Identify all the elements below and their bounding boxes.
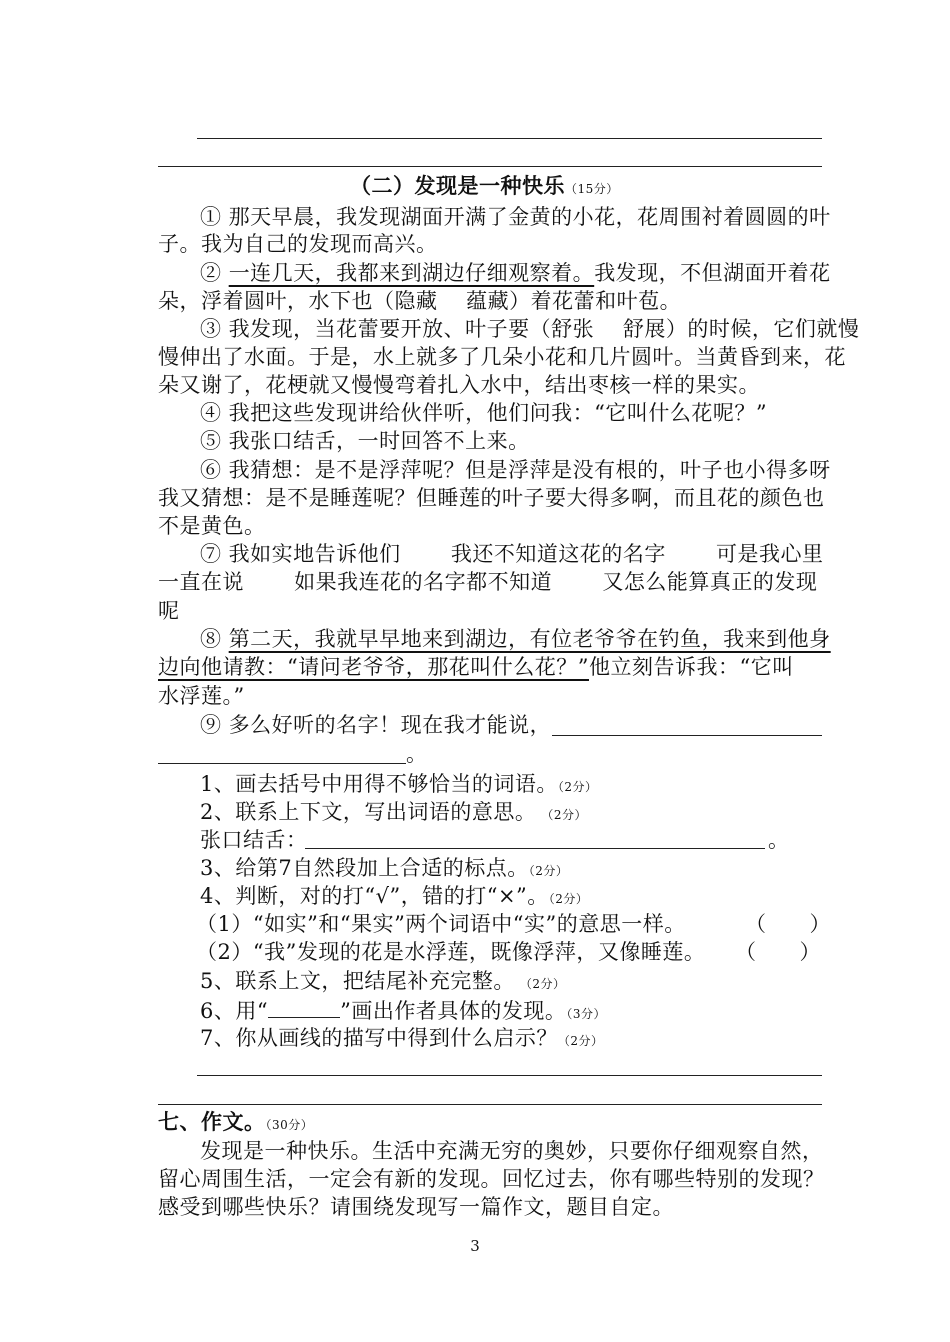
question-4-item-1-paren[interactable]: （ ） bbox=[745, 912, 831, 936]
question-6-score: （3分） bbox=[566, 1007, 606, 1021]
answer-line bbox=[197, 138, 822, 139]
ending-blank-line-2[interactable] bbox=[158, 763, 406, 764]
composition-line-1: 发现是一种快乐。生活中充满无穷的奥妙，只要你仔细观察自然， bbox=[200, 1139, 824, 1163]
paragraph-5: ⑤ 我张口结舌，一时回答不上来。 bbox=[200, 429, 530, 453]
question-2-end: 。 bbox=[768, 828, 790, 852]
underlined-passage-1: 第二天，我就早早地来到湖边，有位老爷爷在钓鱼，我来到他身 bbox=[228, 627, 831, 651]
paragraph-6-line-3: 不是黄色。 bbox=[158, 514, 266, 538]
paragraph-3-line-3: 朵又谢了，花梗就又慢慢弯着扎入水中，结出枣核一样的果实。 bbox=[158, 373, 760, 397]
paragraph-9-end: 。 bbox=[406, 742, 428, 766]
question-7-score: （2分） bbox=[557, 1034, 604, 1048]
question-3-text: 3、给第7自然段加上合适的标点。 bbox=[200, 856, 529, 880]
paragraph-1-line-1: ① 那天早晨，我发现湖面开满了金黄的小花，花周围衬着圆圆的叶 bbox=[200, 205, 831, 229]
composition-line-3: 感受到哪些快乐？请围绕发现写一篇作文，题目自定。 bbox=[158, 1195, 674, 1219]
underlined-passage-2: 边向他请教：“请问老爷爷，那花叫什么花？” bbox=[158, 655, 589, 679]
question-7-text: 7、你从画线的描写中得到什么启示？ bbox=[200, 1026, 558, 1050]
paragraph-2-rest: 我发现，不但湖面开着花 bbox=[594, 261, 831, 285]
question-5 bbox=[200, 967, 566, 998]
section-title-text: （二）发现是一种快乐 bbox=[350, 173, 565, 198]
paragraph-8-number: ⑧ bbox=[200, 627, 229, 651]
question-3-score: （2分） bbox=[528, 864, 569, 878]
question-2-text: 2、联系上下文，写出词语的意思。 bbox=[200, 800, 526, 824]
question-5-score: （2分） bbox=[525, 977, 566, 991]
paragraph-2-number: ② bbox=[200, 261, 229, 285]
paragraph-6-line-1: ⑥ 我猜想：是不是浮萍呢？但是浮萍是没有根的，叶子也小得多呀 bbox=[200, 458, 831, 482]
question-4-item-1: （1）“如实”和“果实”两个词语中“实”的意思一样。 bbox=[196, 912, 686, 936]
question-3 bbox=[200, 854, 568, 885]
question-1 bbox=[200, 770, 598, 801]
question-4 bbox=[200, 882, 588, 913]
section-score: （15分） bbox=[565, 182, 619, 196]
paragraph-4: ④ 我把这些发现讲给伙伴听，他们问我：“它叫什么花呢？” bbox=[200, 401, 768, 425]
paragraph-8-line-3: 水浮莲。” bbox=[158, 684, 245, 708]
question-2-term: 张口结舌： bbox=[200, 828, 308, 852]
section-divider-2 bbox=[158, 1104, 822, 1105]
underline-sample bbox=[268, 995, 340, 1018]
paragraph-3-line-1: ③ 我发现，当花蕾要开放、叶子要（舒张 舒展）的时候，它们就慢 bbox=[200, 317, 860, 341]
question-7-answer-line[interactable] bbox=[197, 1075, 822, 1076]
page-number: 3 bbox=[470, 1237, 480, 1255]
question-1-text: 1、画去括号中用得不够恰当的词语。 bbox=[200, 772, 558, 796]
paragraph-7-line-3: 呢 bbox=[158, 599, 180, 623]
question-4-item-2-paren[interactable]: （ ） bbox=[735, 940, 821, 964]
paragraph-9: ⑨ 多么好听的名字！现在我才能说， bbox=[200, 713, 552, 737]
paragraph-8-line-1 bbox=[200, 625, 831, 653]
paragraph-2-line-1 bbox=[200, 259, 831, 287]
paragraph-3-line-2: 慢伸出了水面。于是，水上就多了几朵小花和几片圆叶。当黄昏到来，花 bbox=[158, 345, 846, 369]
paragraph-7-line-1: ⑦ 我如实地告诉他们 我还不知道这花的名字 可是我心里 bbox=[200, 542, 824, 566]
section-title bbox=[350, 172, 619, 203]
section-divider bbox=[158, 166, 822, 167]
ending-blank-line-1[interactable] bbox=[552, 735, 822, 736]
question-6-suffix: ”画出作者具体的发现。 bbox=[340, 999, 567, 1023]
paragraph-1-line-2: 子。我为自己的发现而高兴。 bbox=[158, 232, 438, 256]
underlined-sentence: 一连几天，我都来到湖边仔细观察着。 bbox=[228, 261, 595, 285]
question-2 bbox=[200, 798, 587, 829]
question-2-blank[interactable] bbox=[305, 848, 765, 849]
paragraph-7-line-2: 一直在说 如果我连花的名字都不知道 又怎么能算真正的发现 bbox=[158, 570, 818, 594]
question-2-score: （2分） bbox=[547, 808, 588, 822]
composition-line-2: 留心周围生活，一定会有新的发现。回忆过去，你有哪些特别的发现？ bbox=[158, 1167, 825, 1191]
composition-score: （30分） bbox=[265, 1118, 314, 1132]
paragraph-2-line-2: 朵，浮着圆叶，水下也（隐藏 蕴藏）着花蕾和叶苞。 bbox=[158, 289, 682, 313]
question-4-item-2: （2）“我”发现的花是水浮莲，既像浮萍，又像睡莲。 bbox=[196, 940, 706, 964]
paragraph-8-rest: 他立刻告诉我：“它叫 bbox=[588, 655, 794, 679]
paragraph-8-line-2 bbox=[158, 653, 794, 681]
question-4-text: 4、判断，对的打“√”，错的打“×”。 bbox=[200, 884, 549, 908]
question-2-answer bbox=[200, 826, 308, 854]
composition-title bbox=[158, 1108, 313, 1139]
question-6-prefix: 6、用“ bbox=[200, 999, 269, 1023]
question-1-score: （2分） bbox=[557, 780, 598, 794]
paragraph-6-line-2: 我又猜想：是不是睡莲呢？但睡莲的叶子要大得多啊，而且花的颜色也 bbox=[158, 486, 825, 510]
composition-title-text: 七、作文。 bbox=[158, 1109, 266, 1134]
question-5-text: 5、联系上文，把结尾补充完整。 bbox=[200, 969, 505, 993]
question-7 bbox=[200, 1024, 604, 1055]
question-4-score: （2分） bbox=[548, 892, 589, 906]
